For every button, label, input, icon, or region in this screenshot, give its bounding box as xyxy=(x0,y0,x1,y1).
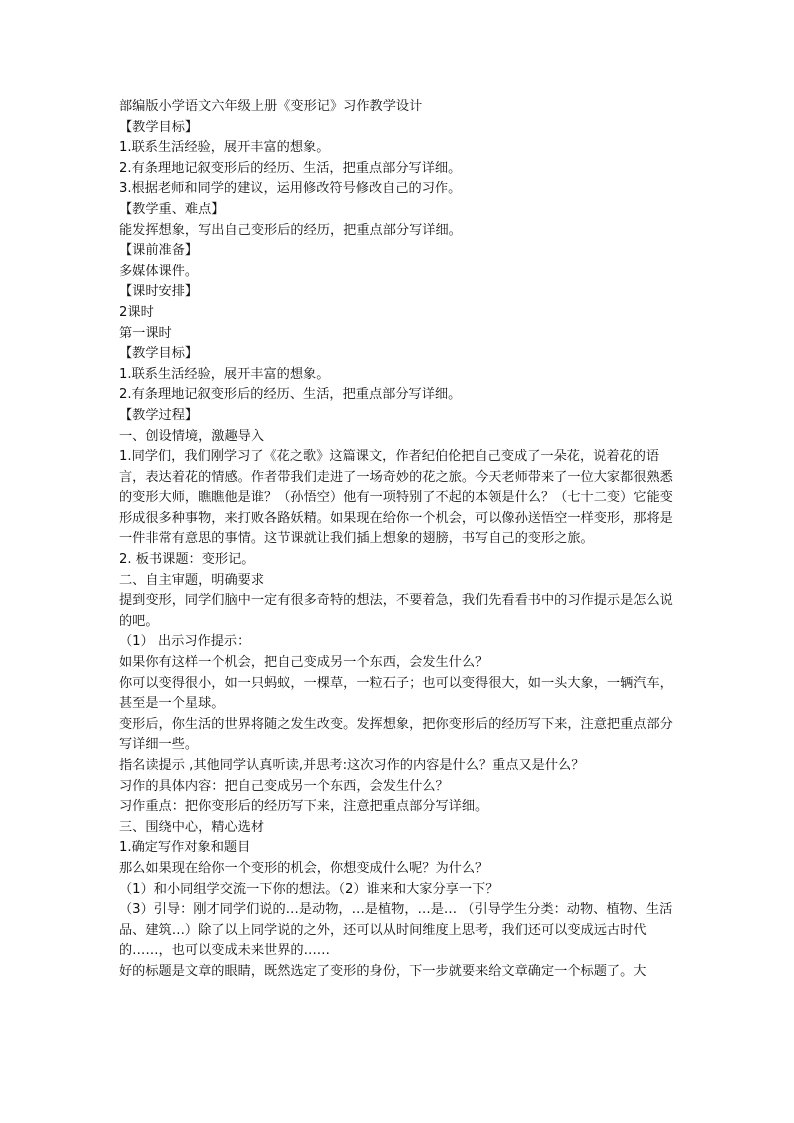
text-line: 习作的具体内容：把自己变成另一个东西，会发生什么？ xyxy=(119,778,449,794)
text-line: 2.有条理地记叙变形后的经历、生活，把重点部分写详细。 xyxy=(119,387,462,403)
paragraph: 你可以变得很小，如一只蚂蚁，一棵草，一粒石子；也可以变得很大，如一头大象，一辆汽车，甚至是一个星球。 xyxy=(119,675,673,712)
text-line: 习作重点：把你变形后的经历写下来，注意把重点部分写详细。 xyxy=(119,799,489,815)
section-heading: 【教学目标】 xyxy=(119,346,199,362)
text-line: （1）和小同组学交流一下你的想法。（2）谁来和大家分享一下？ xyxy=(119,881,499,897)
text-line: 能发挥想象，写出自己变形后的经历，把重点部分写详细。 xyxy=(119,222,462,238)
subsection-heading: 二、自主审题，明确要求 xyxy=(119,572,265,588)
document-title: 部编版小学语文六年级上册《变形记》习作教学设计 xyxy=(119,99,423,114)
document-page xyxy=(119,97,681,983)
text-line: 2课时 xyxy=(119,304,154,320)
text-line: （1） 出示习作提示： xyxy=(119,634,251,650)
section-heading: 【教学目标】 xyxy=(119,119,199,135)
paragraph: 提到变形，同学们脑中一定有很多奇特的想法，不要着急，我们先看看书中的习作提示是怎么说的吧。 xyxy=(119,593,673,629)
text-line: 好的标题是文章的眼睛，既然选定了变形的身份，下一步就要来给文章确定一个标题了。大 xyxy=(119,963,647,979)
text-line: 如果你有这样一个机会，把自己变成另一个东西，会发生什么？ xyxy=(119,655,489,671)
text-line: 2.有条理地记叙变形后的经历、生活，把重点部分写详细。 xyxy=(119,160,462,176)
text-line: 多媒体课件。 xyxy=(119,263,199,279)
paragraph: （3）引导：刚才同学们说的…是动物，…是植物，…是… （引导学生分类：动物、植物、生活品、建筑…）除了以上同学说的之外，还可以从时间维度上思考，我们还可以变成远古时代的……，也可以变成未来世界的…… xyxy=(119,902,673,959)
subsection-heading: 一、创设情境，激趣导入 xyxy=(119,428,265,444)
text-line: 第一课时 xyxy=(119,325,172,341)
text-line: 1.联系生活经验，展开丰富的想象。 xyxy=(119,140,330,156)
text-line: 1.联系生活经验，展开丰富的想象。 xyxy=(119,366,330,382)
section-heading: 【教学过程】 xyxy=(119,407,199,423)
section-heading: 【课时安排】 xyxy=(119,284,199,300)
section-heading: 【教学重、难点】 xyxy=(119,201,225,217)
text-line: 那么如果现在给你一个变形的机会，你想变成什么呢？为什么？ xyxy=(119,860,489,876)
section-heading: 【课前准备】 xyxy=(119,243,199,259)
text-line: 3.根据老师和同学的建议，运用修改符号修改自己的习作。 xyxy=(119,181,462,197)
paragraph: 变形后，你生活的世界将随之发生改变。发挥想象，把你变形后的经历写下来，注意把重点部分写详细一些。 xyxy=(119,716,673,753)
subsection-heading: 三、围绕中心，精心选材 xyxy=(119,819,265,835)
text-line: 2. 板书课题：变形记。 xyxy=(119,552,255,568)
paragraph: 1.同学们，我们刚学习了《花之歌》这篇课文，作者纪伯伦把自己变成了一朵花，说着花的语言，表达着花的情感。作者带我们走进了一场奇妙的花之旅。今天老师带来了一位大家都很熟悉的变形大师，瞧瞧他是谁？（孙悟空）他有一项特别了不起的本领是什么？（七十二变）它能变形成很多种事物，来打败各路妖精。如果现在给你一个机会，可以像孙送悟空一样变形，那将是一件非常有意思的事情。这节课就让我们插上想象的翅膀，书写自己的变形之旅。 xyxy=(119,449,673,547)
text-line: 1.确定写作对象和题目 xyxy=(119,840,251,856)
text-line: 指名读提示 ,其他同学认真听读,并思考:这次习作的内容是什么？重点又是什么？ xyxy=(119,758,585,773)
